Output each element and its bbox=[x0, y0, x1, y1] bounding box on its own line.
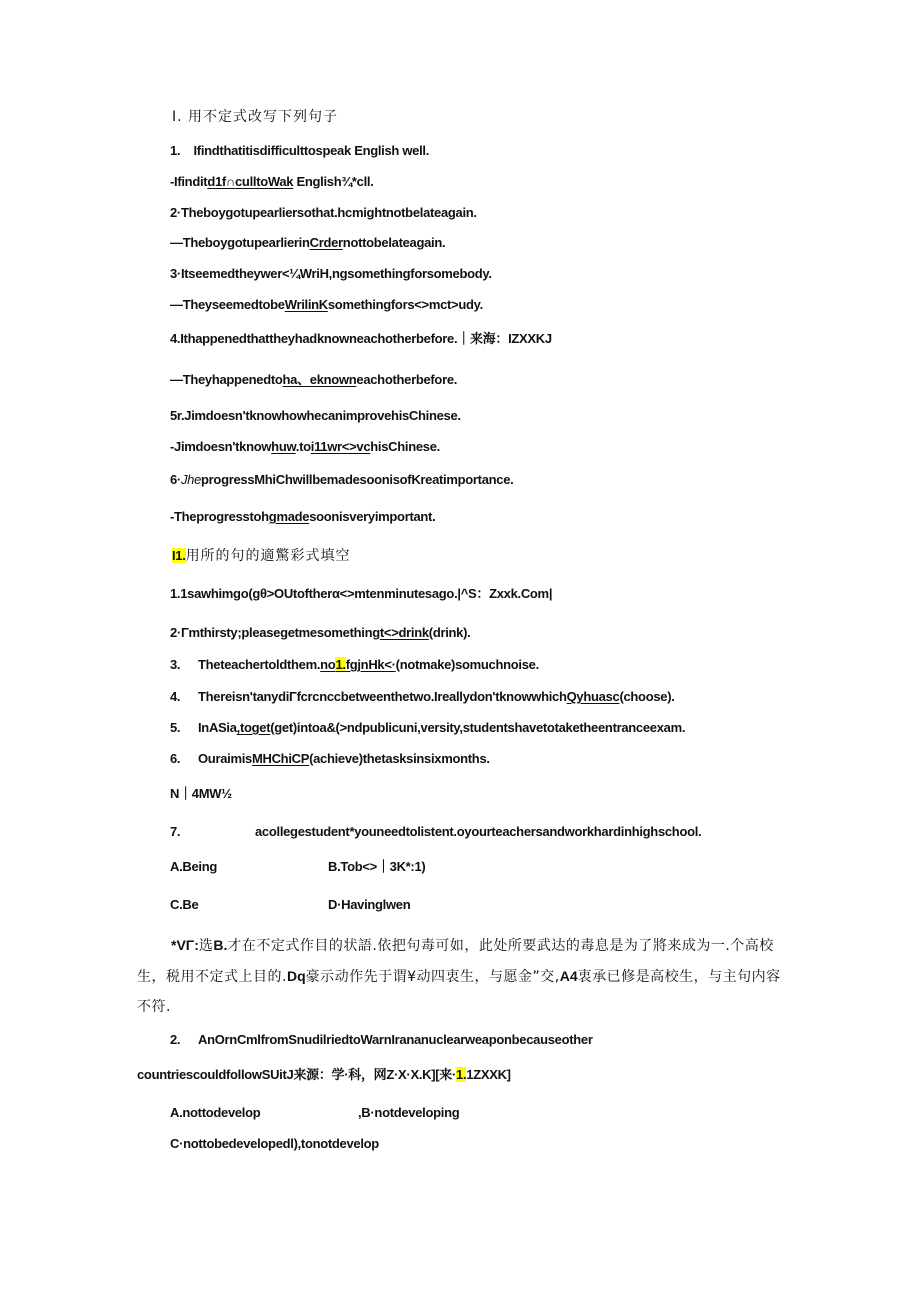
answer-blank: no1.fgjnHk<· bbox=[320, 657, 396, 672]
option-c: C.Be bbox=[170, 897, 199, 912]
answer-blank: WrilinK bbox=[284, 297, 328, 312]
fill-3: 3. bbox=[170, 657, 181, 672]
answer-blank: t<>drink bbox=[379, 625, 429, 640]
mc-question-7-number: 7. bbox=[170, 824, 181, 839]
option-b: B.Tob<>｜3K*:1) bbox=[328, 859, 426, 874]
fill-5: 5. bbox=[170, 720, 181, 735]
question-5: 5r.Jimdoesn'tknowhowhecanimprovehisChinese. bbox=[170, 408, 461, 423]
fill-2: 2·Γmthirsty;pleasegetmesomethingt<>drink(drink). bbox=[170, 625, 471, 640]
answer-blank: i11wr<>vc bbox=[310, 439, 371, 454]
fill-1: 1.1sawhimgo(gθ>OUtoftherα<>mtenminutesago.|^S：Zxxk.Com| bbox=[170, 586, 553, 601]
explanation: *VΓ:选B.才在不定式作目的状語.依把句毒可如，此处所要武达的毒息是为了將来成为一.个高校生，税用不定式上目的.Dq豪示动作先于谓¥动四衷生，与愿金”交,A4衷承已修是高校生，与主句内容不符. bbox=[137, 937, 781, 1015]
answer-4: —Theyhappenedtoha、eknowneachotherbefore. bbox=[170, 372, 458, 387]
option-a: A.Being bbox=[170, 859, 218, 874]
answer-1: -Ifinditd1f∩culltoWak English¾*cll. bbox=[170, 174, 374, 189]
option-d: D·Havinglwen bbox=[328, 897, 411, 912]
answer-blank: ,toget bbox=[236, 720, 271, 735]
fill-4-text: Thereisn'tanydiΓfcrcnccbetweenthetwo.Ireallydon'tknowwhichQyhuasc(choose). bbox=[198, 689, 675, 704]
answer-6: -Theprogresstohgmadesoonisveryimportant. bbox=[170, 509, 436, 524]
question-1: 1. Ifindthatitisdifficulttospeak English well. bbox=[170, 143, 430, 158]
mc-question-2-number: 2. bbox=[170, 1032, 181, 1047]
answer-blank: Crder bbox=[309, 235, 343, 250]
answer-5: -Jimdoesn'tknowhuw.toi11wr<>vchisChinese. bbox=[170, 439, 440, 454]
question-6: 6·JheprogressMhiChwillbemadesoonisofKreatimportance. bbox=[170, 472, 514, 487]
option-c-d: C·nottobedevelopedl),tonotdevelop bbox=[170, 1136, 379, 1151]
fill-6-text: OuraimisMHChiCP(achieve)thetasksinsixmonths. bbox=[198, 751, 490, 766]
answer-blank: d1f∩culltoWak bbox=[207, 174, 294, 189]
mc-question-2-line2: countriescouldfollowSUitJ来源：学·科，网Z·X·X.K][来·1.1ZXXK] bbox=[137, 1067, 511, 1082]
option-b: ,B·notdeveloping bbox=[358, 1105, 460, 1120]
answer-2: —TheboygotupearlierinCrdernottobelateagain. bbox=[170, 235, 446, 250]
fill-5-text: InASia,toget(get)intoa&(>ndpublicuni,versity,studentshavetotaketheentranceexam. bbox=[198, 720, 686, 735]
answer-blank: MHChiCP bbox=[251, 751, 310, 766]
question-3: 3·Itseemedtheywer<¼WriH,ngsomethingforsomebody. bbox=[170, 266, 492, 281]
answer-3: —TheyseemedtobeWrilinKsomethingfors<>mct>udy. bbox=[170, 297, 483, 312]
section-title: N｜4MW½ bbox=[170, 786, 232, 801]
highlight: I1. bbox=[172, 548, 186, 563]
section-title: I. 用不定式改写下列句子 bbox=[172, 109, 339, 125]
fill-3-text: Theteachertoldthem.no1.fgjnHk<·(notmake)somuchnoise. bbox=[198, 657, 539, 672]
answer-blank: ha、eknown bbox=[282, 372, 357, 387]
question-2: 2·Theboygotupearliersothat.hcmightnotbelateagain. bbox=[170, 205, 477, 220]
section-title: I1.用所的句的適驚彩式填空 bbox=[172, 548, 351, 564]
fill-4: 4. bbox=[170, 689, 181, 704]
answer-blank: huw bbox=[271, 439, 296, 454]
answer-blank: gmade bbox=[268, 509, 310, 524]
option-a: A.nottodevelop bbox=[170, 1105, 261, 1120]
answer-blank: Qyhuasc bbox=[566, 689, 620, 704]
highlight: 1. bbox=[456, 1067, 467, 1082]
question-4: 4.Ithappenedthattheyhadknowneachotherbefore.｜来海：IZXXKJ bbox=[170, 331, 552, 346]
fill-6: 6. bbox=[170, 751, 181, 766]
mc-question-7-text: acollegestudent*youneedtolistent.oyourteachersandworkhardinhighschool. bbox=[255, 824, 702, 839]
mc-question-2-line1: AnOrnCmlfromSnudilriedtoWarnIrananuclearweaponbecauseother bbox=[198, 1032, 593, 1047]
